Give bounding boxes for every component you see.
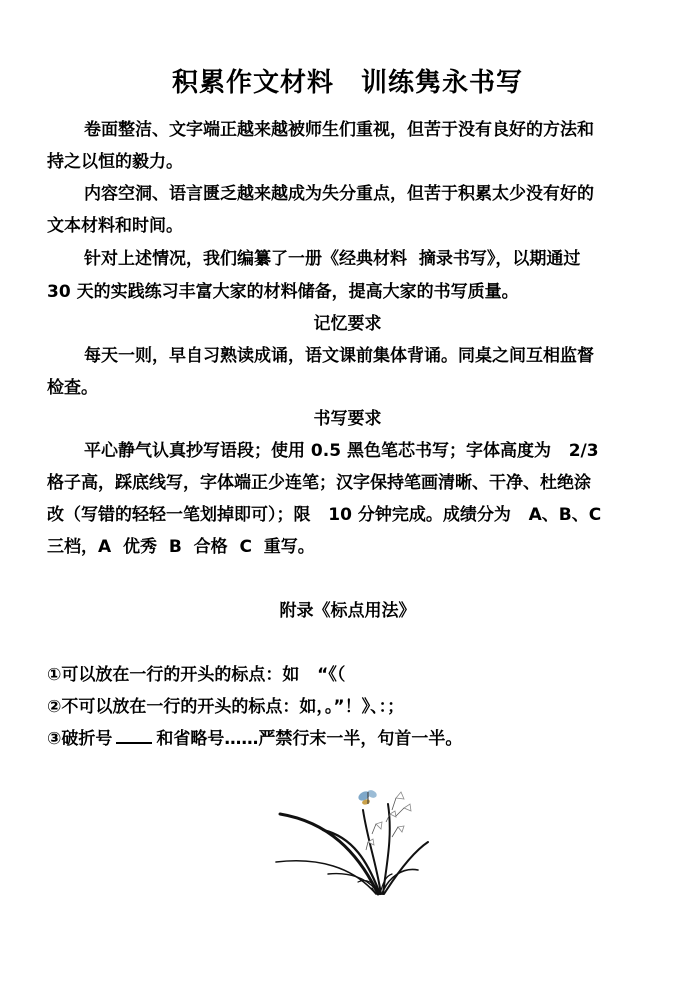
writing-requirements-line-2: 格子高，踩底线写，字体端正少连笔；汉字保持笔画清晰、干净、杜绝涂	[47, 473, 591, 493]
intro-paragraph-1-line-2: 持之以恒的毅力。	[47, 152, 183, 172]
writing-requirements-heading: 书写要求	[313, 409, 382, 429]
punctuation-rule-3-start: ③破折号	[47, 729, 113, 749]
dash-blank-line	[116, 728, 152, 744]
intro-paragraph-2-line-1: 内容空洞、语言匮乏越来越成为失分重点，但苦于积累太少没有好的	[84, 184, 594, 204]
writing-requirements-line-3: 改（写错的轻轻一笔划掉即可）；限 10 分钟完成。成绩分为 A、B、C	[47, 505, 602, 525]
document-title: 积累作文材料 训练隽永书写	[171, 68, 523, 98]
butterfly-icon	[357, 789, 378, 806]
writing-requirements-line-1: 平心静气认真抄写语段；使用 0.5 黑色笔芯书写；字体高度为 2/3	[84, 441, 599, 461]
punctuation-rule-3-end: 和省略号……严禁行末一半，句首一半。	[156, 729, 463, 749]
memory-requirements-heading: 记忆要求	[313, 314, 382, 334]
intro-paragraph-2-line-2: 文本材料和时间。	[47, 216, 183, 236]
punctuation-rule-1: ①可以放在一行的开头的标点：如 “《（	[47, 665, 346, 685]
orchid-butterfly-illustration	[268, 782, 438, 902]
punctuation-rule-2: ②不可以放在一行的开头的标点：如，。”！》、：；	[47, 697, 405, 717]
appendix-heading: 附录《标点用法》	[279, 601, 416, 621]
memory-requirements-line-2: 检查。	[47, 378, 98, 398]
memory-requirements-line-1: 每天一则，早自习熟读成诵，语文课前集体背诵。同桌之间互相监督	[84, 346, 594, 366]
writing-requirements-line-4: 三档，A 优秀 B 合格 C 重写。	[47, 537, 315, 557]
intro-paragraph-3-line-1: 针对上述情况，我们编纂了一册《经典材料 摘录书写》，以期通过	[84, 249, 581, 269]
punctuation-rule-3	[47, 727, 462, 751]
intro-paragraph-1-line-1: 卷面整洁、文字端正越来越被师生们重视，但苦于没有良好的方法和	[84, 120, 594, 140]
intro-paragraph-3-line-2: 30 天的实践练习丰富大家的材料储备，提高大家的书写质量。	[47, 282, 519, 302]
